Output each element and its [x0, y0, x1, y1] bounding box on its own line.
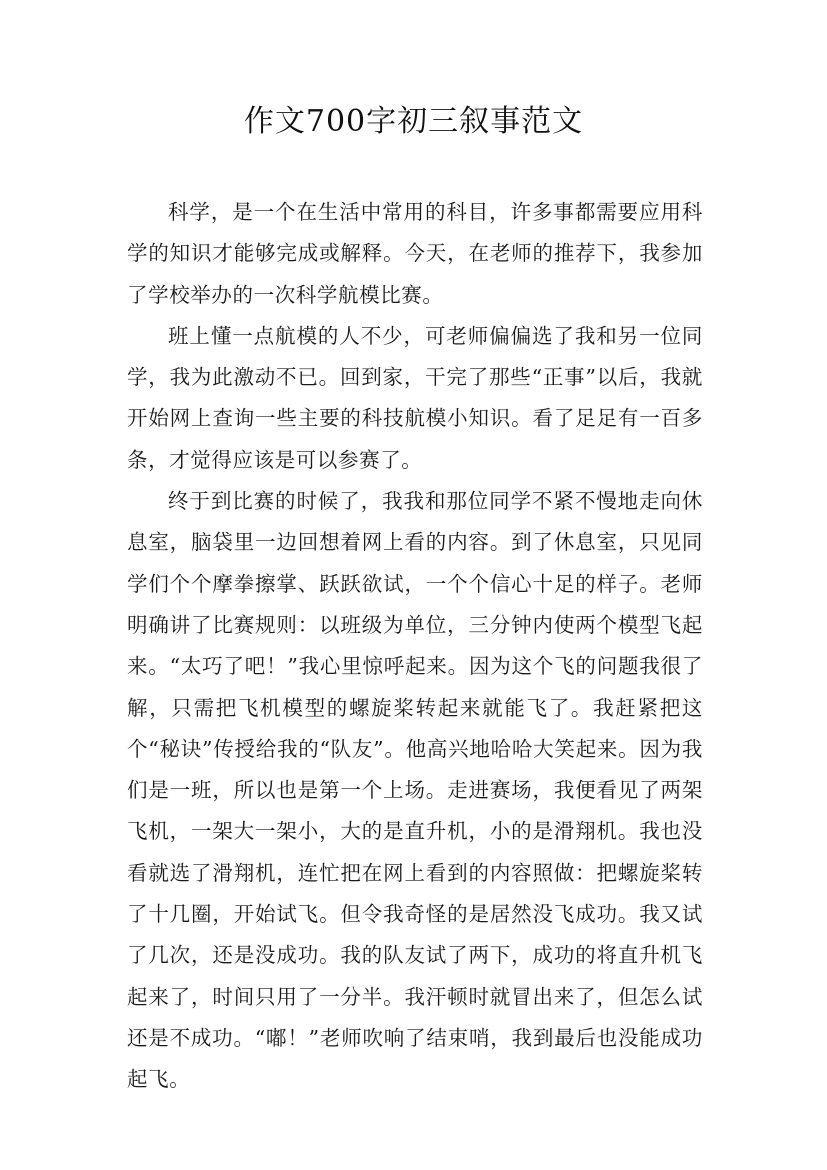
document-title: 作文700字初三叙事范文: [243, 104, 584, 139]
article-body: [127, 192, 703, 1101]
paragraph-1: 科学，是一个在生活中常用的科目，许多事都需要应用科学的知识才能够完成或解释。今天，在老师的推荐下，我参加了学校举办的一次科学航模比赛。: [127, 200, 703, 307]
paragraph-2: 班上懂一点航模的人不少，可老师偏偏选了我和另一位同学，我为此激动不已。回到家，干完了那些“正事”以后，我就开始网上查询一些主要的科技航模小知识。看了足足有一百多条，才觉得应该是可以参赛了。: [127, 323, 703, 472]
paragraph-3: 终于到比赛的时候了，我我和那位同学不紧不慢地走向休息室，脑袋里一边回想着网上看的内容。到了休息室，只见同学们个个摩拳擦掌、跃跃欲试，一个个信心十足的样子。老师明确讲了比赛规则：以班级为单位，三分钟内使两个模型飞起来。“太巧了吧！”我心里惊呼起来。因为这个飞的问题我很了解，只需把飞机模型的螺旋桨转起来就能飞了。我赶紧把这个“秘诀”传授给我的“队友”。他高兴地哈哈大笑起来。因为我们是一班，所以也是第一个上场。走进赛场，我便看见了两架飞机，一架大一架小，大的是直升机，小的是滑翔机。我也没看就选了滑翔机，连忙把在网上看到的内容照做：把螺旋桨转了十几圈，开始试飞。但令我奇怪的是居然没飞成功。我又试了几次，还是没成功。我的队友试了两下，成功的将直升机飞起来了，时间只用了一分半。我汗顿时就冒出来了，但怎么试还是不成功。“嘟！”老师吹响了结束哨，我到最后也没能成功起飞。: [127, 489, 703, 1092]
